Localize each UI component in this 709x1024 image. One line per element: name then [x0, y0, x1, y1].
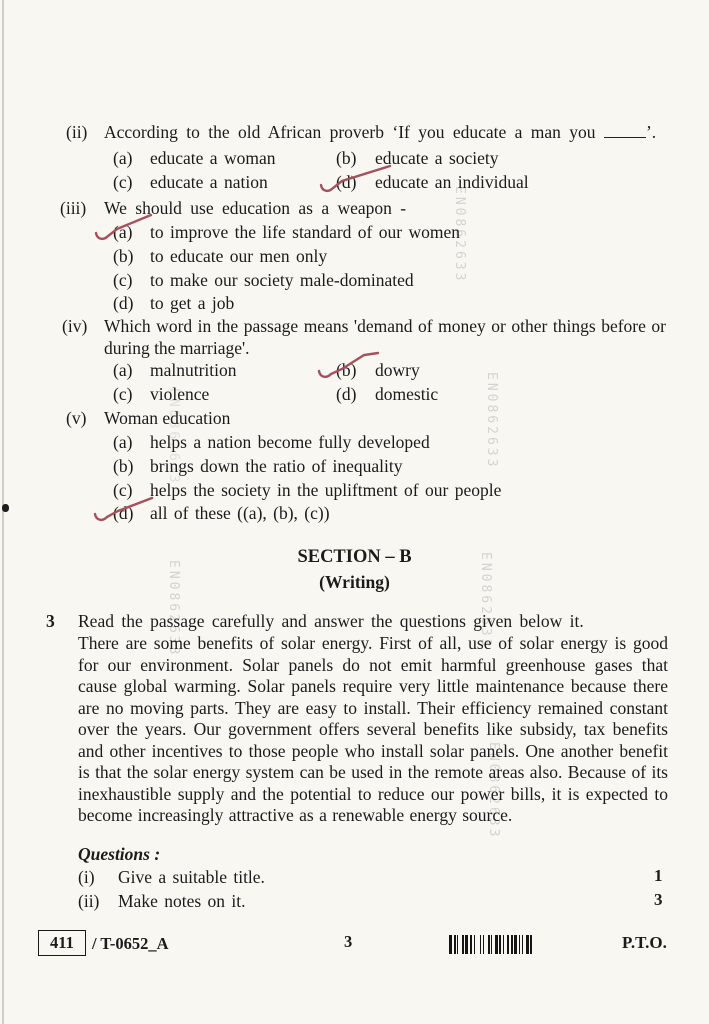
question-3-number: 3 — [46, 611, 55, 631]
option-row — [0, 431, 709, 453]
option-row — [0, 245, 709, 267]
watermark: EN0862633 — [478, 552, 493, 650]
marks-value: 1 — [654, 866, 663, 885]
barcode — [449, 935, 609, 954]
option-a-text: malnutrition — [150, 360, 237, 380]
option-c-text: helps the society in the upliftment of our people — [150, 480, 502, 500]
marks-value: 3 — [654, 890, 663, 909]
fill-blank-line — [604, 123, 646, 138]
option-row — [0, 147, 709, 169]
pto-label: P.T.O. — [622, 933, 667, 952]
option-d-label: (d) — [336, 172, 357, 192]
sub-question-i-number: (i) — [78, 867, 95, 887]
option-d-label: (d) — [113, 503, 134, 523]
reading-passage: There are some benefits of solar energy. First of all, use of solar energy is good for our environment. Solar panels do not emit harmful greenhouse gases that cause global warming. Solar panels require very little maintenance because there are no moving parts. They are easy to install. Their efficiency remained constant over the years. Our government offers several benefits like subsidy, tax benefits and other incentives to those people who install solar panels. One another benefit is that the solar energy system can be used in the remote areas also. Because of its inexhaustible supply and the potential to reduce our power bills, it is expected to become increasingly attractive as a renewable energy source. — [78, 633, 668, 825]
question-iv-number: (iv) — [62, 316, 88, 336]
option-row — [0, 502, 709, 524]
question-3-instruction: Read the passage carefully and answer the questions given below it. — [78, 611, 584, 631]
option-c-label: (c) — [113, 480, 133, 500]
question-iv-text: Which word in the passage means 'demand of money or other things before or during the marriage'. — [104, 316, 666, 358]
questions-heading: Questions : — [78, 844, 161, 864]
option-b-label: (b) — [336, 360, 357, 380]
watermark: EN0862633 — [452, 186, 467, 284]
sub-question-i-text: Give a suitable title. — [118, 867, 265, 887]
option-c-label: (c) — [113, 270, 133, 290]
watermark: EN0862633 — [486, 742, 501, 840]
booklet-code-box: 411 — [38, 930, 86, 956]
option-b-text: brings down the ratio of inequality — [150, 456, 403, 476]
option-row — [0, 221, 709, 243]
option-d-label: (d) — [113, 293, 134, 313]
question-ii-text: According to the old African proverb ‘If you educate a man you — [104, 122, 596, 142]
option-b-label: (b) — [113, 246, 134, 266]
option-c-text: educate a nation — [150, 172, 268, 192]
sub-question-ii-text: Make notes on it. — [118, 891, 246, 911]
option-c-text: to make our society male-dominated — [150, 270, 414, 290]
option-a-text: to improve the life standard of our women — [150, 222, 460, 242]
sub-question-row — [0, 890, 709, 912]
option-row — [0, 269, 709, 291]
option-a-text: helps a nation become fully developed — [150, 432, 430, 452]
option-row — [0, 383, 709, 405]
question-ii-number: (ii) — [66, 122, 88, 142]
option-c-text: violence — [150, 384, 210, 404]
option-a-label: (a) — [113, 360, 133, 380]
option-d-label: (d) — [336, 384, 357, 404]
option-row — [0, 171, 709, 193]
watermark: EN0862633 — [484, 372, 499, 470]
option-a-text: educate a woman — [150, 148, 276, 168]
option-row — [0, 292, 709, 314]
paper-code: / T-0652_A — [92, 934, 169, 953]
option-c-label: (c) — [113, 172, 133, 192]
question-v-text: Woman education — [104, 408, 231, 428]
question-v — [66, 407, 230, 429]
question-ii-suffix: ’. — [645, 122, 657, 142]
option-d-text: educate an individual — [375, 172, 529, 192]
question-iii-number: (iii) — [60, 198, 87, 218]
option-b-text: educate a society — [375, 148, 499, 168]
question-ii — [66, 121, 666, 143]
sub-question-row — [0, 866, 709, 888]
page-number: 3 — [344, 932, 353, 951]
question-iii-text: We should use education as a weapon - — [104, 198, 407, 218]
option-b-text: dowry — [375, 360, 420, 380]
question-v-number: (v) — [66, 408, 87, 428]
sub-question-ii-number: (ii) — [78, 891, 100, 911]
option-a-label: (a) — [113, 148, 133, 168]
option-row — [0, 479, 709, 501]
option-d-text: domestic — [375, 384, 439, 404]
option-b-label: (b) — [113, 456, 134, 476]
option-row — [0, 455, 709, 477]
option-b-text: to educate our men only — [150, 246, 328, 266]
option-c-label: (c) — [113, 384, 133, 404]
option-row — [0, 359, 709, 381]
option-a-label: (a) — [113, 432, 133, 452]
option-d-text: to get a job — [150, 293, 235, 313]
option-d-text: all of these ((a), (b), (c)) — [150, 503, 330, 523]
question-iii — [60, 197, 406, 219]
option-a-label: (a) — [113, 222, 133, 242]
option-b-label: (b) — [336, 148, 357, 168]
watermark: EN0862633 — [166, 388, 181, 486]
watermark: EN0862633 — [166, 560, 181, 658]
section-subheading: (Writing) — [319, 572, 390, 592]
section-heading: SECTION – B — [297, 547, 412, 567]
